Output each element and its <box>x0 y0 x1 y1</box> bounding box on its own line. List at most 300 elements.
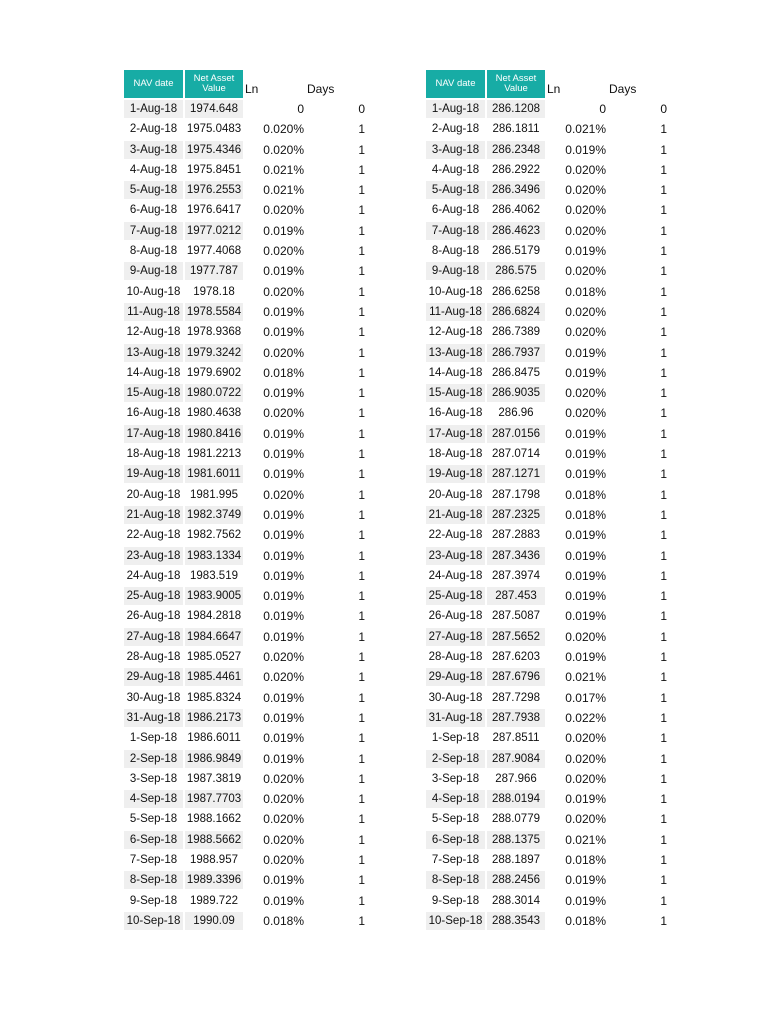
cell-ln: 0.019% <box>263 426 304 441</box>
cell-nav-date: 13-Aug-18 <box>124 344 183 362</box>
table-row <box>426 384 676 404</box>
header-days: Days <box>609 82 637 96</box>
cell-ln: 0.020% <box>263 670 304 685</box>
cell-ln: 0.020% <box>565 406 606 421</box>
cell-net-asset-value: 1974.648 <box>185 100 243 118</box>
cell-ln: 0.020% <box>263 487 304 502</box>
table-row <box>124 161 374 181</box>
table-row <box>426 668 676 688</box>
table-row <box>426 810 676 830</box>
table-row <box>426 547 676 567</box>
cell-nav-date: 27-Aug-18 <box>426 628 485 646</box>
cell-nav-date: 30-Aug-18 <box>428 691 483 704</box>
table-body <box>124 100 374 932</box>
cell-net-asset-value: 1980.0722 <box>185 384 243 402</box>
cell-days: 1 <box>358 792 365 807</box>
cell-net-asset-value: 1987.7703 <box>185 790 243 808</box>
cell-nav-date: 8-Sep-18 <box>426 871 485 889</box>
table-row <box>426 120 676 140</box>
cell-net-asset-value: 1984.6647 <box>185 628 243 646</box>
cell-days: 1 <box>358 670 365 685</box>
cell-days: 1 <box>660 345 667 360</box>
cell-net-asset-value: 1978.9368 <box>186 326 242 339</box>
cell-ln: 0.021% <box>263 162 304 177</box>
table-row <box>426 344 676 364</box>
cell-net-asset-value: 1983.519 <box>190 569 238 582</box>
cell-nav-date: 15-Aug-18 <box>124 384 183 402</box>
cell-days: 1 <box>358 771 365 786</box>
cell-days: 1 <box>358 629 365 644</box>
cell-days: 1 <box>660 873 667 888</box>
cell-ln: 0.021% <box>565 122 606 137</box>
cell-net-asset-value: 286.5179 <box>492 245 540 258</box>
cell-nav-date: 19-Aug-18 <box>426 465 485 483</box>
cell-net-asset-value: 1988.5662 <box>185 831 243 849</box>
cell-net-asset-value: 1989.3396 <box>185 871 243 889</box>
cell-ln: 0.019% <box>263 690 304 705</box>
cell-net-asset-value: 1976.6417 <box>186 204 242 217</box>
cell-days: 1 <box>358 345 365 360</box>
cell-days: 1 <box>660 690 667 705</box>
cell-ln: 0.021% <box>263 183 304 198</box>
cell-nav-date: 17-Aug-18 <box>124 425 183 443</box>
cell-nav-date: 8-Aug-18 <box>431 245 480 258</box>
table-row <box>124 750 374 770</box>
cell-ln: 0.020% <box>263 771 304 786</box>
cell-nav-date: 29-Aug-18 <box>124 668 183 686</box>
cell-ln: 0.020% <box>565 304 606 319</box>
cell-net-asset-value: 1985.8324 <box>186 691 242 704</box>
cell-nav-date: 3-Aug-18 <box>426 141 485 159</box>
cell-net-asset-value: 287.1798 <box>492 488 540 501</box>
table-row <box>124 364 374 384</box>
cell-ln: 0.019% <box>263 873 304 888</box>
cell-net-asset-value: 287.966 <box>495 772 537 785</box>
cell-days: 1 <box>660 650 667 665</box>
cell-ln: 0.020% <box>565 223 606 238</box>
cell-ln: 0.019% <box>565 244 606 259</box>
cell-ln: 0 <box>297 102 304 116</box>
cell-days: 1 <box>660 568 667 583</box>
table-row <box>426 648 676 668</box>
table-row <box>124 344 374 364</box>
cell-days: 1 <box>660 426 667 441</box>
cell-net-asset-value: 1986.6011 <box>187 732 241 745</box>
cell-nav-date: 30-Aug-18 <box>126 691 181 704</box>
table-row <box>426 141 676 161</box>
cell-nav-date: 15-Aug-18 <box>426 384 485 402</box>
cell-days: 1 <box>358 325 365 340</box>
cell-nav-date: 9-Aug-18 <box>426 262 485 280</box>
cell-ln: 0.018% <box>565 487 606 502</box>
cell-net-asset-value: 288.3014 <box>492 894 540 907</box>
cell-days: 1 <box>358 365 365 380</box>
table-row <box>426 750 676 770</box>
cell-net-asset-value: 287.7938 <box>487 709 545 727</box>
cell-net-asset-value: 288.0194 <box>487 790 545 808</box>
nav-table-right <box>426 70 676 932</box>
cell-nav-date: 6-Sep-18 <box>426 831 485 849</box>
cell-net-asset-value: 287.453 <box>487 587 545 605</box>
cell-days: 1 <box>358 304 365 319</box>
cell-net-asset-value: 1982.7562 <box>186 529 242 542</box>
cell-net-asset-value: 1988.957 <box>190 853 238 866</box>
table-row <box>124 445 374 465</box>
cell-days: 1 <box>358 406 365 421</box>
table-row <box>124 851 374 871</box>
cell-nav-date: 24-Aug-18 <box>126 569 181 582</box>
cell-days: 1 <box>660 589 667 604</box>
table-row <box>426 262 676 282</box>
cell-ln: 0.020% <box>263 284 304 299</box>
cell-net-asset-value: 287.0714 <box>492 448 540 461</box>
table-row <box>124 283 374 303</box>
cell-days: 1 <box>358 467 365 482</box>
cell-ln: 0.019% <box>565 345 606 360</box>
table-row <box>426 404 676 424</box>
cell-net-asset-value: 1977.787 <box>185 262 243 280</box>
cell-ln: 0.020% <box>263 792 304 807</box>
cell-days: 1 <box>660 386 667 401</box>
cell-nav-date: 31-Aug-18 <box>124 709 183 727</box>
cell-net-asset-value: 287.2325 <box>487 506 545 524</box>
table-row <box>426 607 676 627</box>
cell-ln: 0.019% <box>263 304 304 319</box>
cell-net-asset-value: 287.6203 <box>492 651 540 664</box>
cell-nav-date: 4-Sep-18 <box>426 790 485 808</box>
cell-nav-date: 10-Aug-18 <box>428 285 483 298</box>
header-ln: Ln <box>547 82 561 96</box>
cell-net-asset-value: 287.1271 <box>487 465 545 483</box>
cell-nav-date: 22-Aug-18 <box>428 529 483 542</box>
cell-net-asset-value: 1987.3819 <box>186 772 242 785</box>
cell-net-asset-value: 1982.3749 <box>185 506 243 524</box>
table-row <box>426 831 676 851</box>
cell-net-asset-value: 1988.1662 <box>186 813 242 826</box>
table-row <box>426 506 676 526</box>
cell-ln: 0.018% <box>565 284 606 299</box>
cell-days: 1 <box>358 447 365 462</box>
cell-nav-date: 25-Aug-18 <box>426 587 485 605</box>
cell-ln: 0.020% <box>263 650 304 665</box>
cell-nav-date: 7-Sep-18 <box>431 853 480 866</box>
cell-days: 1 <box>358 203 365 218</box>
cell-ln: 0.020% <box>263 122 304 137</box>
cell-net-asset-value: 1979.6902 <box>186 366 242 379</box>
cell-days: 1 <box>358 264 365 279</box>
table-row <box>426 161 676 181</box>
cell-nav-date: 23-Aug-18 <box>124 547 183 565</box>
cell-nav-date: 16-Aug-18 <box>126 407 181 420</box>
cell-net-asset-value: 287.8511 <box>492 732 540 745</box>
table-row <box>124 181 374 201</box>
cell-ln: 0.020% <box>263 812 304 827</box>
cell-days: 1 <box>660 365 667 380</box>
cell-days: 1 <box>358 751 365 766</box>
cell-ln: 0.021% <box>565 670 606 685</box>
table-header <box>124 70 374 100</box>
cell-days: 1 <box>660 771 667 786</box>
cell-days: 1 <box>358 873 365 888</box>
table-row <box>426 709 676 729</box>
cell-net-asset-value: 288.1375 <box>487 831 545 849</box>
cell-net-asset-value: 1981.2213 <box>186 448 242 461</box>
table-row <box>426 201 676 221</box>
cell-ln: 0.021% <box>565 832 606 847</box>
cell-nav-date: 4-Aug-18 <box>129 163 178 176</box>
cell-days: 1 <box>358 893 365 908</box>
table-row <box>124 465 374 485</box>
cell-ln: 0.019% <box>263 731 304 746</box>
cell-net-asset-value: 1978.18 <box>193 285 235 298</box>
cell-ln: 0.019% <box>263 548 304 563</box>
cell-ln: 0.019% <box>263 325 304 340</box>
cell-ln: 0.019% <box>263 528 304 543</box>
cell-days: 1 <box>358 690 365 705</box>
table-row <box>124 689 374 709</box>
cell-days: 1 <box>358 183 365 198</box>
cell-net-asset-value: 286.96 <box>498 407 534 420</box>
cell-days: 1 <box>358 162 365 177</box>
table-row <box>124 567 374 587</box>
cell-days: 1 <box>660 832 667 847</box>
table-row <box>124 262 374 282</box>
cell-ln: 0.020% <box>565 812 606 827</box>
cell-nav-date: 18-Aug-18 <box>428 448 483 461</box>
cell-nav-date: 16-Aug-18 <box>428 407 483 420</box>
cell-nav-date: 1-Aug-18 <box>426 100 485 118</box>
table-row <box>124 303 374 323</box>
header-nav-date: NAV date <box>426 70 485 98</box>
cell-nav-date: 19-Aug-18 <box>124 465 183 483</box>
cell-days: 1 <box>358 507 365 522</box>
table-row <box>426 526 676 546</box>
table-row <box>426 222 676 242</box>
cell-net-asset-value: 1979.3242 <box>185 344 243 362</box>
cell-ln: 0.019% <box>263 629 304 644</box>
cell-ln: 0.020% <box>565 386 606 401</box>
cell-net-asset-value: 287.5087 <box>492 610 540 623</box>
cell-days: 1 <box>660 203 667 218</box>
cell-nav-date: 2-Aug-18 <box>431 123 480 136</box>
table-row <box>124 892 374 912</box>
cell-nav-date: 2-Aug-18 <box>129 123 178 136</box>
cell-nav-date: 11-Aug-18 <box>426 303 485 321</box>
cell-days: 1 <box>358 548 365 563</box>
cell-ln: 0.019% <box>565 447 606 462</box>
cell-nav-date: 20-Aug-18 <box>428 488 483 501</box>
table-row <box>124 201 374 221</box>
table-row <box>426 100 676 120</box>
cell-days: 1 <box>660 710 667 725</box>
cell-nav-date: 21-Aug-18 <box>124 506 183 524</box>
cell-days: 1 <box>358 122 365 137</box>
table-row <box>426 729 676 749</box>
cell-net-asset-value: 286.4062 <box>492 204 540 217</box>
cell-days: 1 <box>358 650 365 665</box>
cell-ln: 0.019% <box>565 142 606 157</box>
cell-ln: 0.020% <box>263 142 304 157</box>
cell-ln: 0.020% <box>565 731 606 746</box>
cell-days: 1 <box>358 223 365 238</box>
cell-nav-date: 14-Aug-18 <box>126 366 181 379</box>
table-row <box>426 567 676 587</box>
cell-ln: 0.018% <box>263 365 304 380</box>
cell-net-asset-value: 286.1208 <box>487 100 545 118</box>
table-row <box>426 465 676 485</box>
cell-nav-date: 28-Aug-18 <box>126 651 181 664</box>
cell-net-asset-value: 1977.4068 <box>186 245 242 258</box>
cell-days: 1 <box>358 284 365 299</box>
cell-net-asset-value: 287.5652 <box>487 628 545 646</box>
cell-ln: 0.019% <box>263 386 304 401</box>
cell-days: 1 <box>358 589 365 604</box>
cell-days: 1 <box>358 142 365 157</box>
cell-days: 1 <box>660 183 667 198</box>
cell-ln: 0.019% <box>565 893 606 908</box>
cell-ln: 0.018% <box>565 913 606 928</box>
table-row <box>426 770 676 790</box>
table-row <box>124 709 374 729</box>
header-net-asset-value: Net Asset Value <box>185 70 243 98</box>
table-row <box>426 364 676 384</box>
table-row <box>124 486 374 506</box>
cell-nav-date: 9-Sep-18 <box>129 894 178 907</box>
cell-ln: 0.020% <box>263 345 304 360</box>
cell-net-asset-value: 286.7937 <box>487 344 545 362</box>
cell-ln: 0.019% <box>263 589 304 604</box>
cell-net-asset-value: 288.2456 <box>487 871 545 889</box>
table-row <box>426 303 676 323</box>
cell-nav-date: 14-Aug-18 <box>428 366 483 379</box>
cell-ln: 0.019% <box>565 365 606 380</box>
cell-ln: 0.020% <box>565 751 606 766</box>
cell-nav-date: 12-Aug-18 <box>126 326 181 339</box>
table-row <box>124 648 374 668</box>
cell-net-asset-value: 286.7389 <box>492 326 540 339</box>
cell-net-asset-value: 286.575 <box>487 262 545 280</box>
cell-nav-date: 29-Aug-18 <box>426 668 485 686</box>
cell-net-asset-value: 287.2883 <box>492 529 540 542</box>
cell-ln: 0.019% <box>263 223 304 238</box>
table-row <box>426 425 676 445</box>
cell-net-asset-value: 287.3436 <box>487 547 545 565</box>
cell-nav-date: 4-Sep-18 <box>124 790 183 808</box>
cell-days: 0 <box>660 102 667 116</box>
cell-nav-date: 3-Sep-18 <box>431 772 480 785</box>
cell-days: 1 <box>660 609 667 624</box>
cell-nav-date: 9-Aug-18 <box>124 262 183 280</box>
table-row <box>124 628 374 648</box>
cell-nav-date: 9-Sep-18 <box>431 894 480 907</box>
cell-nav-date: 3-Aug-18 <box>124 141 183 159</box>
table-row <box>426 283 676 303</box>
table-row <box>426 486 676 506</box>
table-row <box>124 384 374 404</box>
cell-days: 1 <box>660 223 667 238</box>
cell-nav-date: 1-Aug-18 <box>124 100 183 118</box>
cell-ln: 0.019% <box>263 264 304 279</box>
table-row <box>426 912 676 932</box>
cell-net-asset-value: 286.2922 <box>492 163 540 176</box>
cell-ln: 0.019% <box>565 609 606 624</box>
cell-nav-date: 11-Aug-18 <box>124 303 183 321</box>
header-nav-date: NAV date <box>124 70 183 98</box>
cell-net-asset-value: 286.9035 <box>487 384 545 402</box>
table-row <box>124 222 374 242</box>
cell-net-asset-value: 1977.0212 <box>185 222 243 240</box>
cell-days: 1 <box>660 264 667 279</box>
cell-net-asset-value: 1980.4638 <box>186 407 242 420</box>
cell-ln: 0.019% <box>565 568 606 583</box>
cell-nav-date: 1-Sep-18 <box>129 732 178 745</box>
table-row <box>426 790 676 810</box>
cell-days: 1 <box>660 244 667 259</box>
cell-ln: 0.019% <box>263 893 304 908</box>
cell-days: 1 <box>358 913 365 928</box>
cell-ln: 0.019% <box>565 650 606 665</box>
cell-nav-date: 8-Sep-18 <box>124 871 183 889</box>
cell-net-asset-value: 287.9084 <box>487 750 545 768</box>
cell-nav-date: 8-Aug-18 <box>129 245 178 258</box>
header-days: Days <box>307 82 335 96</box>
cell-nav-date: 24-Aug-18 <box>428 569 483 582</box>
table-row <box>124 729 374 749</box>
cell-nav-date: 10-Sep-18 <box>426 912 485 930</box>
cell-nav-date: 28-Aug-18 <box>428 651 483 664</box>
cell-nav-date: 1-Sep-18 <box>431 732 480 745</box>
cell-ln: 0.020% <box>263 832 304 847</box>
table-body <box>426 100 676 932</box>
cell-net-asset-value: 286.1811 <box>492 123 540 136</box>
cell-net-asset-value: 287.3974 <box>492 569 540 582</box>
cell-nav-date: 5-Sep-18 <box>129 813 178 826</box>
cell-days: 1 <box>660 284 667 299</box>
cell-net-asset-value: 287.6796 <box>487 668 545 686</box>
cell-nav-date: 31-Aug-18 <box>426 709 485 727</box>
cell-ln: 0.019% <box>565 426 606 441</box>
cell-nav-date: 17-Aug-18 <box>426 425 485 443</box>
cell-ln: 0.019% <box>263 568 304 583</box>
table-row <box>124 120 374 140</box>
cell-nav-date: 26-Aug-18 <box>126 610 181 623</box>
cell-nav-date: 18-Aug-18 <box>126 448 181 461</box>
cell-ln: 0.020% <box>565 203 606 218</box>
table-row <box>124 871 374 891</box>
cell-nav-date: 6-Sep-18 <box>124 831 183 849</box>
cell-nav-date: 21-Aug-18 <box>426 506 485 524</box>
table-row <box>124 425 374 445</box>
cell-net-asset-value: 1978.5584 <box>185 303 243 321</box>
cell-net-asset-value: 1981.995 <box>190 488 238 501</box>
cell-nav-date: 3-Sep-18 <box>129 772 178 785</box>
cell-ln: 0.020% <box>565 629 606 644</box>
cell-net-asset-value: 1976.2553 <box>185 181 243 199</box>
cell-net-asset-value: 1989.722 <box>190 894 238 907</box>
cell-net-asset-value: 1981.6011 <box>185 465 243 483</box>
cell-net-asset-value: 1983.1334 <box>185 547 243 565</box>
cell-nav-date: 7-Aug-18 <box>426 222 485 240</box>
cell-days: 1 <box>660 629 667 644</box>
cell-nav-date: 2-Sep-18 <box>426 750 485 768</box>
cell-days: 1 <box>660 548 667 563</box>
table-row <box>124 100 374 120</box>
table-row <box>426 892 676 912</box>
cell-nav-date: 27-Aug-18 <box>124 628 183 646</box>
cell-ln: 0.019% <box>263 447 304 462</box>
cell-ln: 0.019% <box>565 528 606 543</box>
cell-days: 1 <box>660 162 667 177</box>
